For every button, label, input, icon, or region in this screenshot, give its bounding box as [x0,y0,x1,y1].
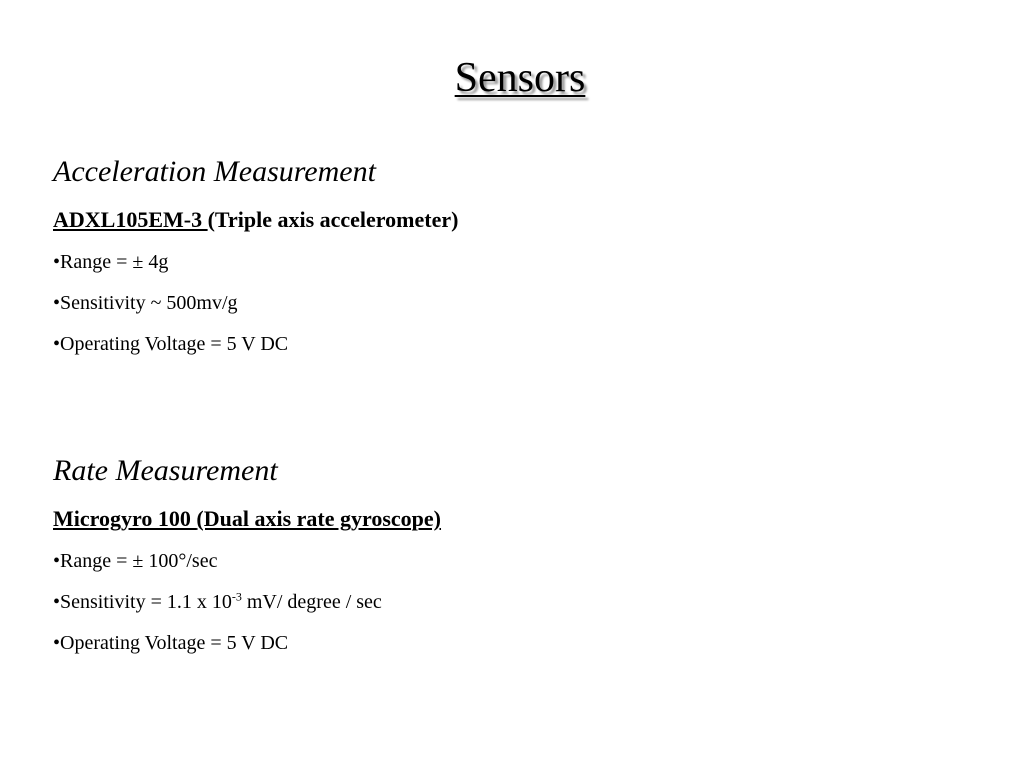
accel-voltage-bullet: •Operating Voltage = 5 V DC [53,333,289,355]
rate-range-bullet: •Range = ± 100°/sec [53,550,218,572]
rate-heading: Rate Measurement [53,454,278,487]
rate-section [53,453,441,655]
rate-sensitivity-suffix: mV/ degree / sec [241,591,382,613]
acceleration-heading: Acceleration Measurement [53,155,376,188]
rate-sensitivity-prefix: •Sensitivity = 1.1 x 10 [53,591,232,613]
accelerometer-device-desc: (Triple axis accelerometer) [207,207,459,232]
rate-voltage-bullet: •Operating Voltage = 5 V DC [53,632,289,654]
rate-sensitivity-bullet [53,590,441,614]
gyroscope-device-line [53,505,441,533]
accel-range-bullet: •Range = ± 4g [53,251,169,273]
rate-sensitivity-exponent: -3 [231,589,242,604]
accelerometer-device-name: ADXL105EM-3 [53,207,208,232]
acceleration-section [53,154,458,356]
gyroscope-device-name: Microgyro 100 [53,506,197,531]
accel-sensitivity-bullet: •Sensitivity ~ 500mv/g [53,292,238,314]
gyroscope-device-desc: (Dual axis rate gyroscope) [196,506,442,531]
slide-title: Sensors [454,55,586,101]
accelerometer-device-line [53,206,458,234]
